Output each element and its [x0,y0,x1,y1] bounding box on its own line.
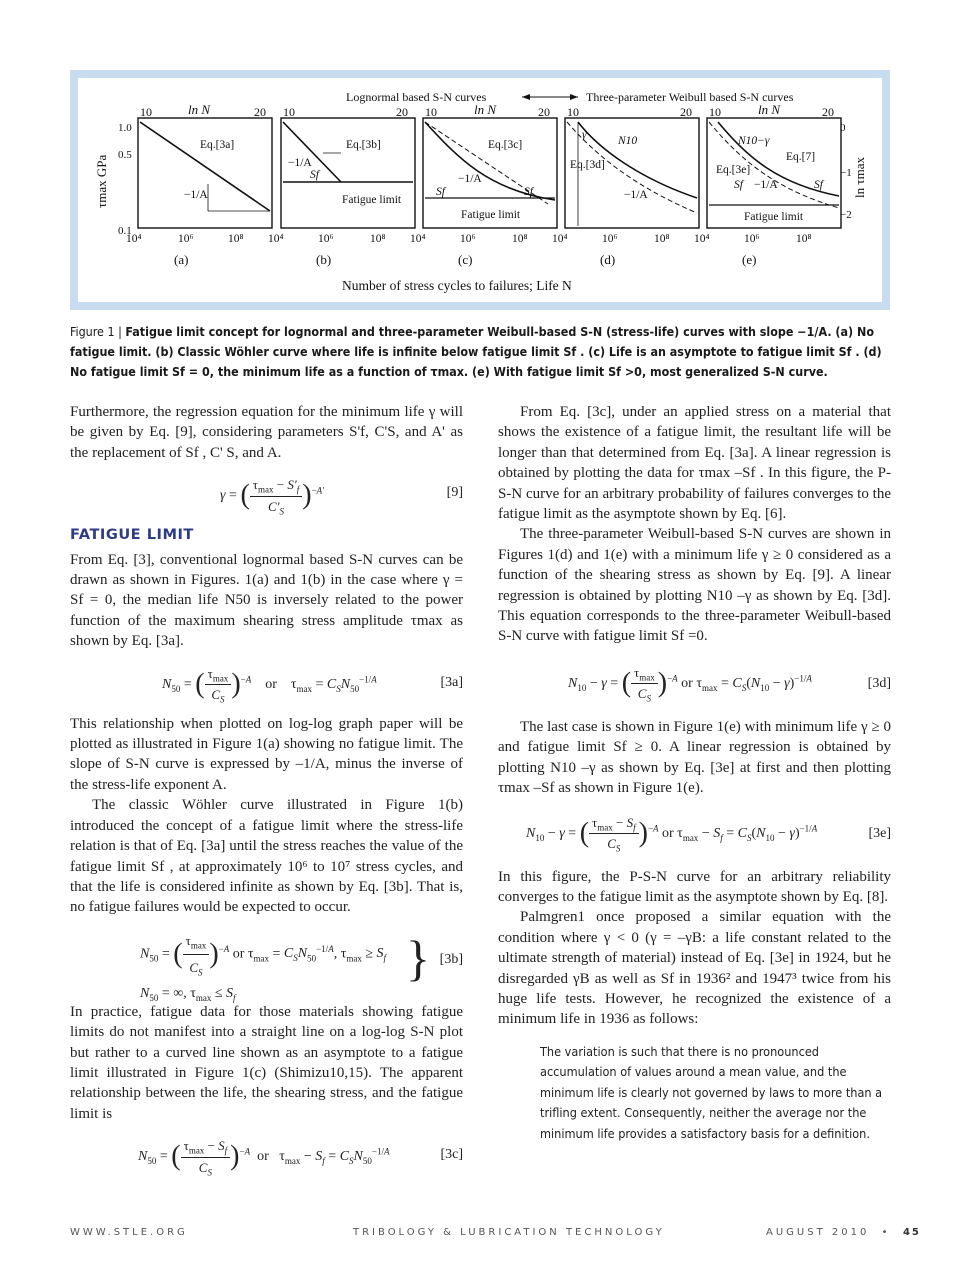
equation-3c: $N_{50}$ = ( $\frac{\tau_{max} - S_f}{C_S}$ )$^{-A}$ or $\tau_{max} - S_f = C_SN_{50}^{-1/A}$ [3c] [138,1138,463,1178]
y-tick-right-2: −2 [840,209,852,221]
y-tick-1.0: 1.0 [118,122,132,134]
s-n-curves-diagram [78,78,882,302]
x-tick-c-3: 10⁸ [512,233,528,245]
equation-9-number: [9] [446,485,463,501]
caption-text: Fatigue limit concept for lognormal and three-parameter Weibull-based S-N (stress-life) curves with slope −1/A. (a) No fatigue limit. (b) Classic Wöhler curve where life is infinite below fatigue limit Sf . (c) Life is an asymptote to fatigue limit Sf . (d) No fatigue limit Sf = 0, the minimum life as a function of τmax. (e) With fatigue limit Sf >0, most generalized S-N curve. [70,324,882,379]
panel-b-slope: −1/A [288,157,312,169]
x-tick-a-3: 10⁸ [228,233,244,245]
panel-d-n10: N10 [618,135,638,147]
x-tick-c-2: 10⁶ [460,233,476,245]
panel-e-sf-1: Sf [734,179,743,191]
x-tick-d-2: 10⁶ [602,233,618,245]
panel-c-fatigue-limit: Fatigue limit [461,209,521,221]
x-tick-e-1: 10⁴ [694,233,710,245]
panel-e-label: (e) [742,252,757,267]
panel-d-label: (d) [600,252,616,267]
panel-b-tick-10: 10 [283,105,295,119]
x-tick-d-1: 10⁴ [552,233,568,245]
panel-d-eq: Eq.[3d] [570,159,605,171]
equation-3d: $N_{10} - \gamma$ = ( $\frac{\tau_{max}}{C_S}$ )$^{-A}$ or $\tau_{max} = C_S(N_{10} - \gamma)^{-1/A}$ [3d] [568,664,891,704]
right-paragraph-2: The three-parameter Weibull-based S-N curves are shown in Figures 1(d) and 1(e) with a minimum life γ ≥ 0 considered as a function of the shearing stress as shown by Eq. [9]. A linear regression is obtained by plotting N10 –γ as shown by Eq. [3d]. This equation corresponds to the three-parameter Weibull-based S-N curve with fatigue limit Sf =0. [498,526,891,645]
panel-b-sf: Sf [310,169,319,181]
panel-e-eq: Eq.[3e] [716,164,751,176]
right-paragraph-1: From Eq. [3c], under an applied stress on a material that shows the existence of a fatigue limit, the resultant life will be longer than that determined from Eq. [3a]. A linear regression is obtained by plotting the data for τmax –Sf . In this figure, the P-S-N curve for an arbitrary probability of failures converges to the fatigue limit as the asymptote shown by Eq. [6]. [498,404,891,523]
panel-e-tick-10: 10 [709,105,721,119]
panel-e-ln-n: ln N [758,102,781,117]
x-tick-d-3: 10⁸ [654,233,670,245]
panel-a-slope: −1/A [184,189,208,201]
equation-3b: $N_{50}$ = ( $\frac{\tau_{max}}{C_S}$ )$^{-A}$ or $\tau_{max} = C_SN_{50}^{-1/A}$, $\tau_{max} \ge S_f$ $N_{50}$ = ∞, $\tau_{max} \le S_f$ } [3b] [140,929,463,1003]
equation-3c-number: [3c] [440,1146,463,1162]
footer-date: AUGUST 2010 [766,1227,870,1238]
x-tick-a-2: 10⁶ [178,233,194,245]
right-paragraph-3: The last case is shown in Figure 1(e) with minimum life γ ≥ 0 and fatigue limit Sf ≥ 0. A linear regression is obtained by plotting N10 –γ as shown by Eq. [3e] at first and then plotting τmax –Sf as shown in Figure 1(e). [498,718,891,797]
header-lognormal: Lognormal based S-N curves [346,90,487,104]
y-axis-label-right: ln τmax [852,157,867,198]
panel-d-slope: −1/A [624,189,648,201]
footer-website: WWW.STLE.ORG [70,1227,188,1238]
panel-a-eq: Eq.[3a] [200,139,235,151]
figure-canvas [78,78,882,302]
y-tick-0.1: 0.1 [118,225,132,237]
x-tick-b-2: 10⁶ [318,233,334,245]
panel-a-tick-20: 20 [254,105,266,119]
panel-e-eq7: Eq.[7] [786,151,816,163]
header-weibull: Three-parameter Weibull based S-N curves [586,90,794,104]
panel-b-eq: Eq.[3b] [346,139,381,151]
equation-9: γ = ( $\frac{\tau_{max} - S'_f}{C'_S}$ )$^{-A'}$ [9] [220,477,463,517]
left-paragraph-3: This relationship when plotted on log-log graph paper will be plotted as illustrated in Figure 1(a) showing no fatigue limit. The slope of S-N curve is expressed by –1/A, minus the inverse of the stress-life exponent A. [70,715,463,793]
x-tick-b-1: 10⁴ [268,233,284,245]
x-tick-b-3: 10⁸ [370,233,386,245]
right-paragraph-5: Palmgren1 once proposed a similar equation with the condition where γ < 0 (γ = –γB: a life constant related to the ultimate strength of material) instead of Eq. [3e] in 1924, but he disregarded γB as well as Sf in 1936² and 1947³ twice from his huge life tests. However, he recognized the existence of a minimum life in 1936 as follows: [498,909,891,1028]
panel-e-slope: −1/A [754,179,778,191]
panel-e-sf-2: Sf [814,179,823,191]
panel-c-eq: Eq.[3c] [488,139,523,151]
left-column [70,402,463,1186]
panel-e-n10-gamma: N10−γ [738,135,770,147]
y-tick-right-1: −1 [840,167,852,179]
left-paragraph-4: The classic Wöhler curve illustrated in Figure 1(b) introduced the concept of a fatigue limit where the stress-life relation is that of Eq. [3a] until the stress reaches the value of the fatigue limit Sf , at approximately 10⁶ to 10⁷ stress cycles, and that the life is considered infinite as shown by Eq. [3b]. That is, no fatigue failures would be expected to occur. [70,797,463,916]
panel-a-label: (a) [174,252,189,267]
equation-3a: $N_{50}$ = ( $\frac{\tau_{max}}{C_S}$ )$^{-A}$ or $\tau_{max} = C_SN_{50}^{-1/A}$ [3a] [162,665,463,705]
panel-d-gamma: γ [582,129,587,141]
x-axis-title: Number of stress cycles to failures; Life N [342,278,572,293]
footer-publication: TRIBOLOGY & LUBRICATION TECHNOLOGY [353,1227,665,1238]
y-tick-right-0: 0 [840,122,846,134]
y-tick-0.5: 0.5 [118,149,132,161]
panel-c-ln-n: ln N [474,102,497,117]
panel-c-sf-1: Sf [436,186,445,198]
x-tick-a-1: 10⁴ [126,233,142,245]
equation-3d-number: [3d] [867,675,891,691]
page-number: 45 [902,1227,921,1238]
y-axis-label-left: τmax GPa [94,154,109,208]
panel-e-tick-20: 20 [822,105,834,119]
equation-3b-number: [3b] [439,951,463,967]
caption-lead: Figure 1 | [70,324,126,339]
panel-b-label: (b) [316,252,332,267]
x-tick-e-3: 10⁸ [796,233,812,245]
panel-a-ln-n: ln N [188,102,211,117]
panel-d-tick-20: 20 [680,105,692,119]
panel-e-fatigue-limit: Fatigue limit [744,211,804,223]
panel-b-tick-20: 20 [396,105,408,119]
block-quote: The variation is such that there is no pronounced accumulation of values around a mean value, and the minimum life is clearly not governed by laws to more than a trifling extent. Consequently, neither the average nor the minimum life provides a satisfactory basis for a definition. [540,1043,883,1141]
panel-c-sf-2: Sf [524,186,533,198]
x-tick-e-2: 10⁶ [744,233,760,245]
section-heading-fatigue-limit: FATIGUE LIMIT [70,526,194,544]
panel-c-tick-10: 10 [425,105,437,119]
footer-separator: • [881,1227,891,1238]
footer-date-page [766,1227,921,1238]
equation-3e: $N_{10} - \gamma$ = ( $\frac{\tau_{max} - S_f}{C_S}$ )$^{-A}$ or $\tau_{max} - S_f = C_S(N_{10} - \gamma)^{-1/A}$ [3e] [526,814,891,854]
panel-c-tick-20: 20 [538,105,550,119]
left-paragraph-1: Furthermore, the regression equation for the minimum life γ will be given by Eq. [9], considering parameters S'f, C'S, and A' as the replacement of Sf , C' S, and A. [70,404,463,461]
panel-c-slope: −1/A [458,173,482,185]
right-paragraph-4: In this figure, the P-S-N curve for an arbitrary reliability converges to the fatigue limit as the asymptote shown by Eq. [8]. [498,868,891,905]
right-column [498,402,891,1144]
figure-caption [70,322,890,382]
panel-a-tick-10: 10 [140,105,152,119]
left-paragraph-5: In practice, fatigue data for those materials showing fatigue limits do not manifest into a straight line on a log-log S-N plot but rather to a curved line shown as an asymptote to a fatigue limit illustrated in Figure 1(c) (Shimizu10,15). The apparent relationship between the life, the shearing stress, and the fatigue limit is [70,1003,463,1122]
panel-d-tick-10: 10 [567,105,579,119]
panel-c-label: (c) [458,252,473,267]
panel-b-fatigue-limit: Fatigue limit [342,194,402,206]
left-paragraph-2: From Eq. [3], conventional lognormal based S-N curves can be drawn as shown in Figures. 1(a) and 1(b) in the case where γ = Sf = 0, the median life N50 is inversely related to the power function of the maximum shearing stress amplitude τmax as shown by Eq. [3a]. [70,551,463,650]
equation-3a-number: [3a] [440,674,463,690]
equation-3e-number: [3e] [868,825,891,841]
x-tick-c-1: 10⁴ [410,233,426,245]
figure-1 [70,70,890,310]
